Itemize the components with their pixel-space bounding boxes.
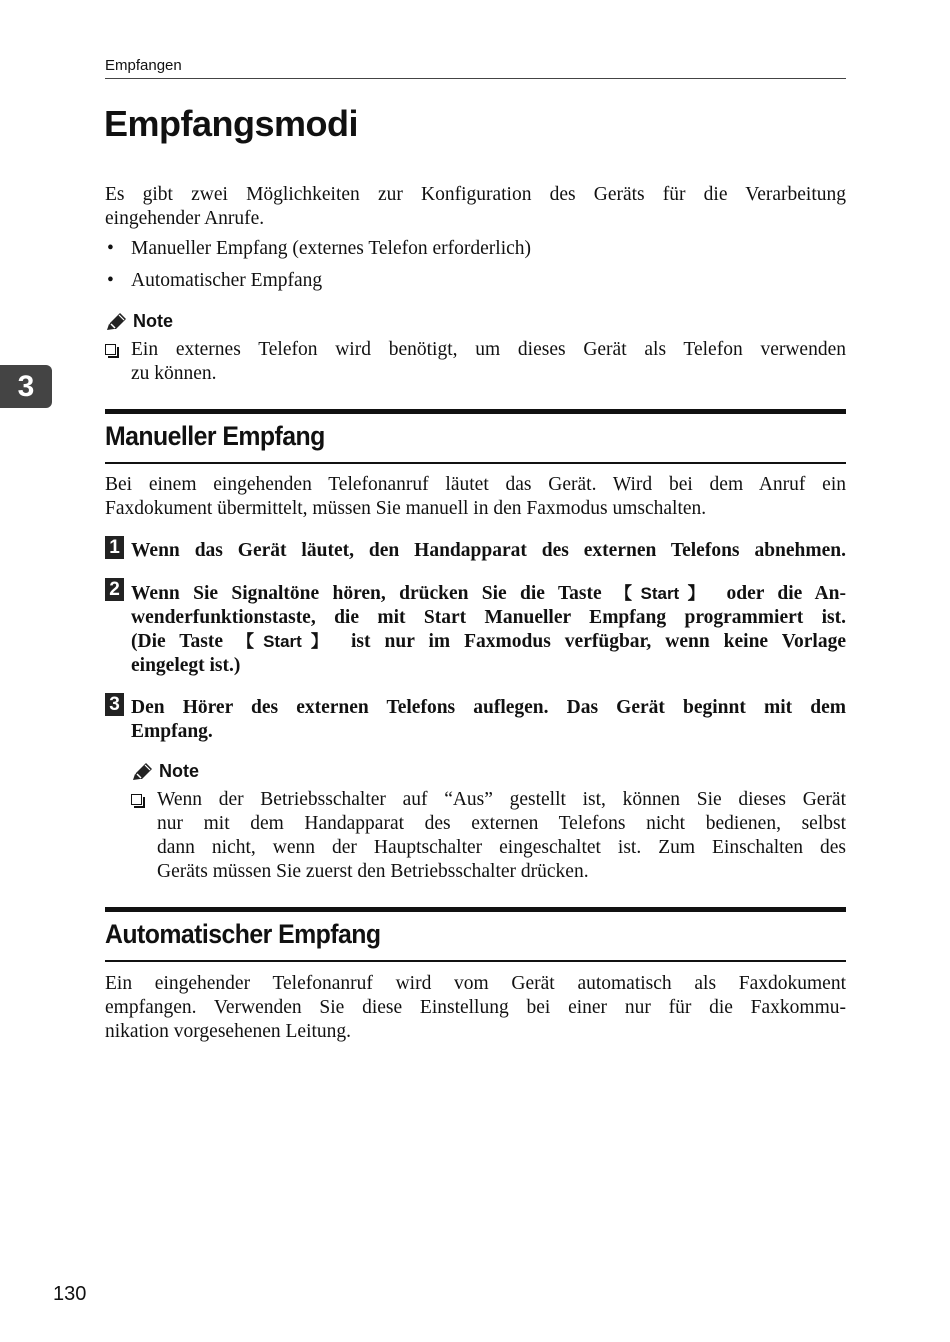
bullet-dot-icon: • [107,270,114,291]
step-text [131,696,846,744]
text-line: Empfang. [131,721,213,742]
text-line: Bei einem eingehenden Telefonanruf läutet das Gerät. Wird bei dem Anruf ein [105,474,846,495]
text-line: wenderfunktionstaste, die mit Start Manueller Empfang programmiert ist. [131,607,846,628]
section-paragraph [105,972,846,1044]
running-header: Empfangen [105,57,182,74]
section-rule-bottom [105,462,846,464]
text-line: (Die Taste 【Start】 ist nur im Faxmodus verfügbar, wenn keine Vorlage [131,631,846,652]
header-rule [105,78,846,79]
start-key-label: 【Start】 [236,632,338,651]
text-line: empfangen. Verwenden Sie diese Einstellung bei einer nur für die Faxkommu- [105,997,846,1018]
text-line: Wenn Sie Signaltöne hören, drücken Sie die Taste 【Start】 oder die An- [131,583,846,604]
checkbox-icon [131,794,142,805]
note-heading: Note [105,311,173,332]
text-line: Faxdokument übermittelt, müssen Sie manuell in den Faxmodus umschalten. [105,498,707,519]
section-rule-top [105,907,846,912]
start-key-label: 【Start】 [615,584,714,603]
text-line: Den Hörer des externen Telefons auflegen. Das Gerät beginnt mit dem [131,697,846,718]
chapter-tab: 3 [0,365,52,408]
text-line: nur mit dem Handapparat des externen Telefons nicht bedienen, selbst [157,813,846,834]
text-line: eingehender Anrufe. [105,208,265,229]
text-line: Es gibt zwei Möglichkeiten zur Konfiguration des Geräts für die Verarbeitung [105,184,846,205]
step-number-badge: 3 [105,693,124,716]
note-item [105,338,846,388]
text-line: nikation vorgesehenen Leitung. [105,1021,352,1042]
text-line: Wenn das Gerät läutet, den Handapparat des externen Telefons abnehmen. [131,540,846,561]
section-rule-bottom [105,960,846,962]
page-number: 130 [53,1283,87,1305]
section-paragraph [105,473,846,521]
text-line: Ein externes Telefon wird benötigt, um dieses Gerät als Telefon verwenden [131,339,846,360]
bullet-dot-icon: • [107,238,114,259]
text-line: zu können. [131,363,217,384]
section-heading: Automatischer Empfang [105,919,381,949]
note-heading: Note [131,761,199,782]
step-number-badge: 1 [105,536,124,559]
text-line: Ein eingehender Telefonanruf wird vom Gerät automatisch als Faxdokument [105,973,846,994]
page-title: Empfangsmodi [104,103,359,144]
section-heading: Manueller Empfang [105,421,325,451]
step-text [131,539,846,563]
section-rule-top [105,409,846,414]
intro-paragraph [105,183,846,231]
text-line: dann nicht, wenn der Hauptschalter eingeschaltet ist. Zum Einschalten des [157,837,846,858]
pencil-icon [131,762,153,782]
pencil-icon [105,312,127,332]
text-line: Geräts müssen Sie zuerst den Betriebsschalter drücken. [157,861,589,882]
checkbox-icon [105,344,116,355]
step-number-badge: 2 [105,578,124,601]
step-text [131,582,846,678]
note-item [131,788,846,888]
text-line: Wenn der Betriebsschalter auf “Aus” gestellt ist, können Sie dieses Gerät [157,789,846,810]
text-line: eingelegt ist.) [131,655,241,676]
